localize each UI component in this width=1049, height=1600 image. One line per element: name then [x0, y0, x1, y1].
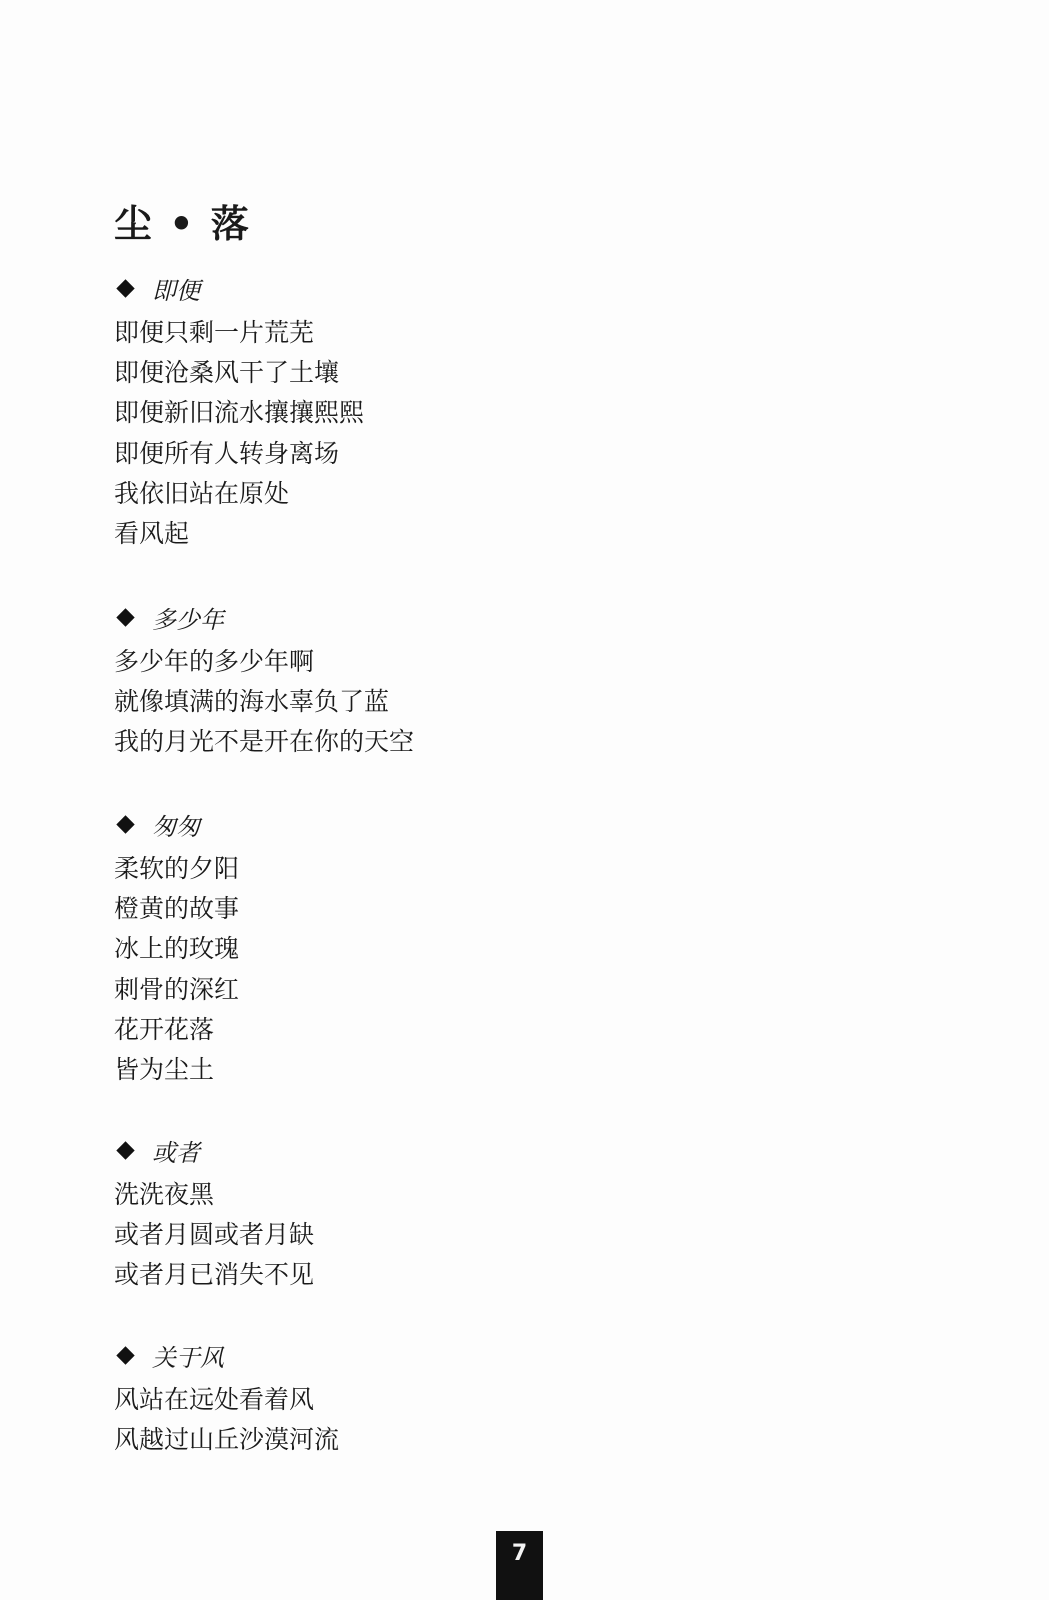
poem-lines	[114, 1380, 339, 1460]
poem-line: 冰上的玫瑰	[114, 934, 240, 964]
section-heading	[114, 271, 364, 305]
poem-line: 刺骨的深红	[114, 974, 240, 1004]
poem-line: 风站在远处看着风	[114, 1385, 315, 1414]
page-number: 7	[496, 1531, 543, 1600]
section-heading	[114, 600, 414, 634]
poem-line: 即便只剩一片荒芜	[114, 318, 315, 347]
poem-line: 风越过山丘沙漠河流	[114, 1425, 340, 1455]
poem-lines	[114, 1175, 314, 1296]
poem-section-congcong	[114, 807, 239, 1090]
section-heading	[114, 1338, 339, 1372]
diamond-bullet-icon	[116, 608, 134, 626]
diamond-bullet-icon	[116, 815, 134, 833]
poem-line: 或者月圆或者月缺	[114, 1220, 315, 1250]
poem-section-duoshaonian	[114, 600, 414, 763]
poem-line: 看风起	[114, 518, 190, 548]
poem-line: 就像填满的海水辜负了蓝	[114, 687, 390, 717]
section-heading-label: 多少年	[152, 605, 224, 634]
poem-line: 皆为尘土	[114, 1054, 215, 1084]
section-heading-label: 匆匆	[152, 812, 200, 841]
poem-line: 柔软的夕阳	[114, 854, 240, 883]
poem-line: 洗洗夜黑	[114, 1180, 215, 1209]
poem-section-huozhe	[114, 1133, 314, 1296]
poem-lines	[114, 313, 364, 554]
poem-line: 即便新旧流水攘攘熙熙	[114, 398, 365, 428]
poem-line: 即便沧桑风干了土壤	[114, 358, 340, 388]
diamond-bullet-icon	[116, 1141, 134, 1159]
section-heading	[114, 807, 239, 841]
section-heading-label: 即便	[152, 276, 200, 305]
section-heading-label: 关于风	[152, 1343, 224, 1372]
poem-section-guanyufeng	[114, 1338, 339, 1460]
poem-section-jibian	[114, 271, 364, 554]
poem-lines	[114, 642, 414, 763]
poem-lines	[114, 849, 239, 1090]
poem-line: 或者月已消失不见	[114, 1260, 315, 1290]
poem-line: 我的月光不是开在你的天空	[114, 727, 415, 757]
section-heading-label: 或者	[152, 1138, 200, 1167]
page-title: 尘 • 落	[114, 202, 251, 247]
diamond-bullet-icon	[116, 1346, 134, 1364]
section-heading	[114, 1133, 314, 1167]
poem-line: 即便所有人转身离场	[114, 438, 340, 468]
poem-line: 橙黄的故事	[114, 894, 240, 924]
poem-line: 花开花落	[114, 1014, 215, 1044]
poem-line: 多少年的多少年啊	[114, 647, 315, 676]
poem-line: 我依旧站在原处	[114, 478, 290, 508]
diamond-bullet-icon	[116, 279, 134, 297]
